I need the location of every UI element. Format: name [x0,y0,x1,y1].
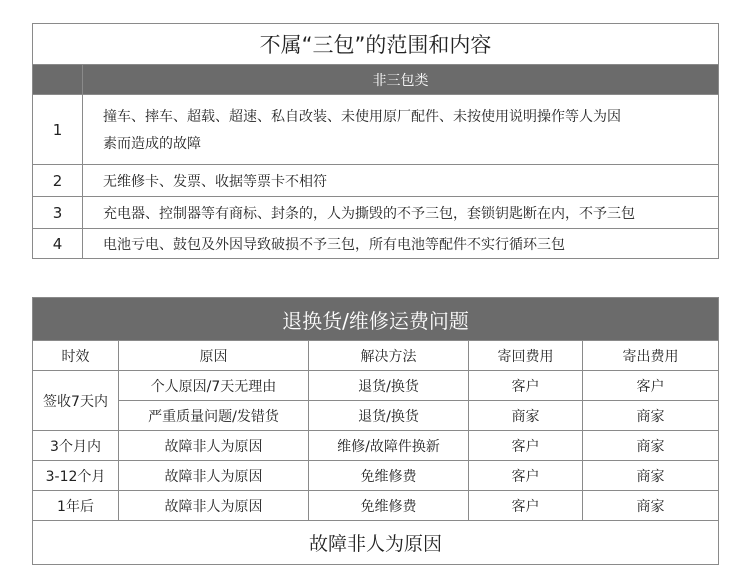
table-row [33,371,719,401]
row-number: 3 [33,197,83,229]
non-warranty-header: 非三包类 [83,65,719,95]
table-row [33,229,719,259]
column-header: 寄出费用 [583,341,719,371]
reason-cell: 严重质量问题/发错货 [119,401,309,431]
period-cell: 3-12个月 [33,461,119,491]
non-warranty-title: 不属“三包”的范围和内容 [33,24,719,65]
solution-cell: 免维修费 [309,461,469,491]
column-header: 时效 [33,341,119,371]
reason-cell: 个人原因/7天无理由 [119,371,309,401]
reason-cell: 故障非人为原因 [119,491,309,521]
period-cell: 1年后 [33,491,119,521]
table-footer-note: 故障非人为原因 [33,521,719,565]
table-row [33,431,719,461]
non-warranty-table [32,23,719,259]
table-row [33,461,719,491]
send-fee-cell: 商家 [583,491,719,521]
table-row [33,197,719,229]
row-text: 无维修卡、发票、收据等票卡不相符 [83,165,719,197]
row-text [83,95,719,165]
return-shipping-title: 退换货/维修运费问题 [33,298,719,341]
row-number: 4 [33,229,83,259]
column-header: 解决方法 [309,341,469,371]
period-cell: 签收7天内 [33,371,119,431]
table-row [33,401,719,431]
solution-cell: 维修/故障件换新 [309,431,469,461]
row-number: 1 [33,95,83,165]
return-fee-cell: 客户 [469,431,583,461]
send-fee-cell: 商家 [583,431,719,461]
table-row [33,165,719,197]
solution-cell: 退货/换货 [309,401,469,431]
period-cell: 3个月内 [33,431,119,461]
send-fee-cell: 商家 [583,461,719,491]
solution-cell: 退货/换货 [309,371,469,401]
header-blank-cell [33,65,83,95]
row-text: 电池亏电、鼓包及外因导致破损不予三包，所有电池等配件不实行循环三包 [83,229,719,259]
reason-cell: 故障非人为原因 [119,461,309,491]
row-text-line: 素而造成的故障 [103,135,201,152]
row-text: 充电器、控制器等有商标、封条的，人为撕毁的不予三包，套锁钥匙断在内，不予三包 [83,197,719,229]
return-fee-cell: 客户 [469,461,583,491]
row-number: 2 [33,165,83,197]
send-fee-cell: 客户 [583,371,719,401]
table-row [33,491,719,521]
table-row [33,95,719,165]
return-fee-cell: 商家 [469,401,583,431]
row-text-line: 撞车、摔车、超载、超速、私自改装、未使用原厂配件、未按使用说明操作等人为因 [103,108,621,125]
solution-cell: 免维修费 [309,491,469,521]
reason-cell: 故障非人为原因 [119,431,309,461]
column-header: 寄回费用 [469,341,583,371]
return-fee-cell: 客户 [469,491,583,521]
return-fee-cell: 客户 [469,371,583,401]
column-header: 原因 [119,341,309,371]
return-shipping-table [32,297,719,565]
send-fee-cell: 商家 [583,401,719,431]
